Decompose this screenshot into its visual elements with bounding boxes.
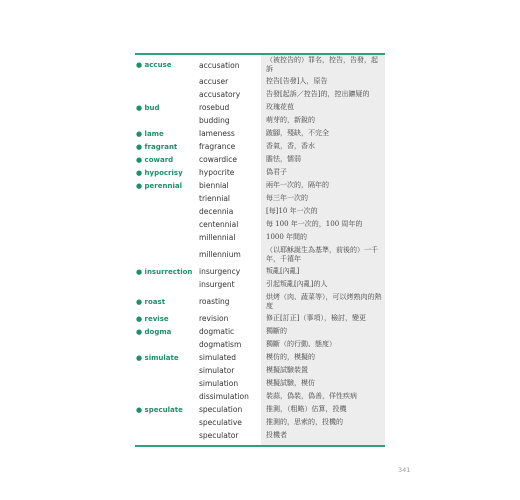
root-word: ● roast [136, 297, 166, 306]
table-row [135, 101, 385, 114]
definition: 偽君子 [266, 168, 287, 176]
derived-word: triennial [199, 194, 230, 203]
derived-word: accusation [199, 60, 240, 70]
derived-word: budding [199, 116, 230, 125]
definition: 模擬試驗裝置 [266, 366, 308, 374]
root-word: ● speculate [136, 405, 183, 414]
derived-word: speculator [199, 431, 239, 440]
derived-word: accuser [199, 77, 229, 86]
derived-word: lameness [199, 129, 235, 138]
vocabulary-table [135, 55, 385, 442]
definition: 萌芽的，新銳的 [266, 116, 315, 124]
definition: 引起叛亂[內亂]的人 [266, 280, 328, 288]
table-row [135, 140, 385, 153]
table-row [135, 218, 385, 231]
table-row [135, 244, 385, 265]
root-word: ● dogma [136, 327, 172, 336]
definition: 每三年一次的 [266, 194, 308, 202]
table-row [135, 351, 385, 364]
derived-word: roasting [199, 297, 230, 306]
table-row [135, 429, 385, 442]
table-row [135, 75, 385, 88]
derived-word: dogmatism [199, 340, 242, 349]
definition: 玫瑰花苞 [266, 103, 294, 111]
definition: 香氣，香，香水 [266, 142, 315, 150]
definition: 控告[告發]人，原告 [266, 77, 328, 85]
root-word: ● simulate [136, 353, 179, 362]
derived-word: millennial [199, 233, 236, 242]
table-row [135, 179, 385, 192]
definition: 兩年一次的，隔年的 [266, 181, 329, 189]
derived-word: simulator [199, 366, 235, 375]
definition: （以耶穌誕生為基準，前後的）一千年，千禧年 [266, 245, 378, 263]
page-number: 341 [398, 466, 411, 474]
definition: 烘烤（肉、蔬菜等），可以烤熟肉的熱度 [266, 292, 382, 310]
derived-word: insurgency [199, 267, 241, 276]
root-word: ● lame [136, 129, 164, 138]
derived-word: dogmatic [199, 327, 235, 336]
root-word: ● accuse [136, 61, 172, 69]
table-row [135, 166, 385, 179]
definition: 模擬試驗，模仿 [266, 379, 315, 387]
definition: 每 100 年一次的，100 周年的 [266, 220, 363, 228]
derived-word: accusatory [199, 90, 241, 99]
definition: 獨斷（的行動、態度） [266, 340, 336, 348]
derived-word: cowardice [199, 155, 237, 164]
derived-word: revision [199, 314, 229, 323]
table-row [135, 390, 385, 403]
definition: 裝蒜，偽裝，偽善，佯性疾病 [266, 392, 357, 400]
derived-word: insurgent [199, 280, 235, 289]
derived-word: biennial [199, 181, 229, 190]
definition: 推測的，思索的，投機的 [266, 418, 343, 426]
definition: 推測，（粗略）估算，投機 [266, 405, 347, 413]
root-word: ● insurrection [136, 267, 193, 276]
table-row [135, 55, 385, 75]
table-row [135, 278, 385, 291]
definition: 模仿的，模擬的 [266, 353, 315, 361]
derived-word: fragrance [199, 142, 236, 151]
derived-word: speculative [199, 418, 242, 427]
derived-word: dissimulation [199, 392, 249, 401]
derived-word: millennium [199, 250, 241, 259]
definition: 獨斷的 [266, 327, 287, 335]
table-row [135, 325, 385, 338]
table-row [135, 114, 385, 127]
table-row [135, 153, 385, 166]
table-row [135, 205, 385, 218]
table-row [135, 416, 385, 429]
derived-word: rosebud [199, 103, 230, 112]
derived-word: centennial [199, 220, 239, 229]
table-row [135, 231, 385, 244]
root-word: ● perennial [136, 181, 182, 190]
table-row [135, 265, 385, 278]
root-word: ● hypocrisy [136, 168, 183, 177]
table-row [135, 403, 385, 416]
table-row [135, 127, 385, 140]
bottom-rule [135, 445, 385, 447]
table-row [135, 338, 385, 351]
root-word: ● bud [136, 103, 160, 112]
derived-word: hypocrite [199, 168, 235, 177]
root-word: ● fragrant [136, 142, 178, 151]
definition: 修正[訂正]（事項），檢討，變更 [266, 314, 366, 322]
derived-word: speculation [199, 405, 243, 414]
table-row [135, 377, 385, 390]
definition: 投機者 [266, 431, 287, 439]
definition: （被控告的）罪名，控告，告發，起訴 [266, 56, 378, 73]
derived-word: decennia [199, 207, 234, 216]
table-row [135, 291, 385, 312]
definition: 叛亂[內亂] [266, 267, 300, 275]
definition: [每]10 年一次的 [266, 207, 318, 215]
table-row [135, 88, 385, 101]
table-row [135, 192, 385, 205]
derived-word: simulation [199, 379, 239, 388]
definition: 跛腳，殘缺，不完全 [266, 129, 329, 137]
definition: 告發[起訴／控告]的，控出鑣疑的 [266, 90, 370, 98]
definition: 1000 年間的 [266, 233, 308, 241]
table-row [135, 364, 385, 377]
root-word: ● revise [136, 314, 169, 323]
root-word: ● coward [136, 155, 174, 164]
definition: 膽怯，懦弱 [266, 155, 301, 163]
derived-word: simulated [199, 353, 237, 362]
table-row [135, 312, 385, 325]
